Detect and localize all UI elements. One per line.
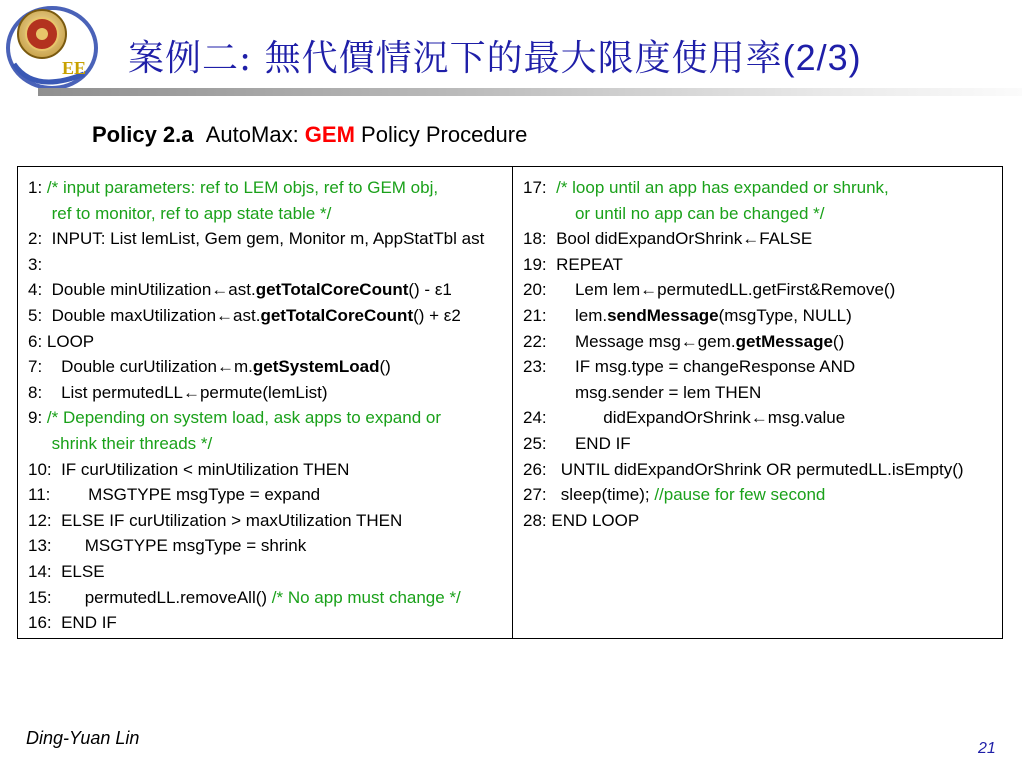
code-line <box>28 405 512 431</box>
code-text: () <box>379 357 391 377</box>
code-line <box>523 482 1002 508</box>
code-method: getTotalCoreCount <box>255 280 409 300</box>
code-line <box>28 175 512 201</box>
slide-title-page-fraction: (2/3) <box>782 37 862 78</box>
subtitle-automax: AutoMax: <box>205 122 305 147</box>
code-line <box>523 380 1002 406</box>
code-text: () <box>832 331 845 351</box>
code-text: 18: Bool didExpandOrShrink←FALSE <box>523 229 813 249</box>
code-text: () - ε1 <box>408 280 452 300</box>
slide-subtitle <box>92 122 527 148</box>
code-text: 17: <box>523 178 557 197</box>
code-table <box>17 166 1003 639</box>
code-text: 10: IF curUtilization < minUtilization THEN <box>28 459 350 479</box>
code-line <box>28 201 512 227</box>
code-comment: shrink their threads */ <box>28 433 213 453</box>
code-line <box>523 405 1002 431</box>
subtitle-procedure: Policy Procedure <box>354 122 528 147</box>
page-number: 21 <box>978 740 996 757</box>
code-line <box>28 585 512 611</box>
code-line <box>523 201 1002 227</box>
code-line <box>523 303 1002 329</box>
code-text: 9: <box>28 408 47 428</box>
code-line <box>28 610 512 636</box>
code-method: sendMessage <box>607 305 719 325</box>
code-line <box>28 277 512 303</box>
code-text: 23: IF msg.type = changeResponse AND <box>523 357 856 377</box>
code-text: 3: <box>28 254 43 274</box>
code-text: msg.sender = lem THEN <box>523 382 762 402</box>
code-text: 26: UNTIL didExpandOrShrink OR permutedLL.isEmpty() <box>523 459 964 479</box>
code-line <box>523 431 1002 457</box>
code-line <box>523 508 1002 534</box>
code-line <box>523 226 1002 252</box>
code-text: (msgType, NULL) <box>718 305 852 325</box>
code-method: getTotalCoreCount <box>260 305 414 325</box>
university-logo <box>4 4 104 90</box>
code-text: 6: LOOP <box>28 331 95 351</box>
subtitle-policy: Policy 2.a <box>92 122 194 147</box>
subtitle-gem: GEM <box>304 122 355 147</box>
code-text: 13: MSGTYPE msgType = shrink <box>28 536 307 556</box>
code-comment: /* input parameters: ref to LEM objs, ref to GEM obj, <box>46 178 439 197</box>
code-text: 21: lem. <box>523 305 608 325</box>
code-text: 8: List permutedLL←permute(lemList) <box>28 382 328 402</box>
code-comment: ref to monitor, ref to app state table */ <box>28 203 332 223</box>
code-text: 16: END IF <box>28 613 117 633</box>
code-line <box>28 303 512 329</box>
code-line <box>523 457 1002 483</box>
code-line <box>28 252 512 278</box>
code-line <box>28 380 512 406</box>
code-method: getSystemLoad <box>252 357 380 377</box>
code-comment: /* No app must change */ <box>271 587 461 607</box>
title-underline <box>38 88 1022 96</box>
code-line <box>28 329 512 355</box>
code-text: 14: ELSE <box>28 561 105 581</box>
svg-text:EE: EE <box>62 58 87 78</box>
code-line <box>28 559 512 585</box>
code-line <box>523 329 1002 355</box>
code-line <box>28 482 512 508</box>
code-text: 12: ELSE IF curUtilization > maxUtilization THEN <box>28 510 403 530</box>
code-text: 27: sleep(time); <box>523 485 655 505</box>
code-text: 22: Message msg←gem. <box>523 331 736 351</box>
code-text: 11: MSGTYPE msgType = expand <box>28 485 321 505</box>
code-text: 2: INPUT: List lemList, Gem gem, Monitor m, AppStatTbl ast <box>28 229 485 249</box>
code-text: 15: permutedLL.removeAll() <box>28 587 272 607</box>
code-text: 25: END IF <box>523 433 631 453</box>
code-line <box>523 252 1002 278</box>
code-comment: //pause for few second <box>654 485 826 505</box>
code-line <box>28 508 512 534</box>
code-method: getMessage <box>735 331 833 351</box>
code-line <box>28 226 512 252</box>
code-line <box>28 354 512 380</box>
code-comment: /* Depending on system load, ask apps to expand or <box>46 408 441 428</box>
code-text: 28: END LOOP <box>523 510 640 530</box>
code-comment: /* loop until an app has expanded or shrunk, <box>556 178 889 197</box>
code-text: 24: didExpandOrShrink←msg.value <box>523 408 846 428</box>
code-text: 1: <box>28 178 47 197</box>
slide-title <box>128 30 862 81</box>
code-text: 5: Double maxUtilization←ast. <box>28 305 261 325</box>
code-column-left <box>18 167 513 638</box>
code-text: 20: Lem lem←permutedLL.getFirst&Remove() <box>523 280 896 300</box>
code-text: 19: REPEAT <box>523 254 623 274</box>
code-line <box>28 533 512 559</box>
code-text: () + ε2 <box>413 305 461 325</box>
footer-author: Ding-Yuan Lin <box>26 728 140 748</box>
code-line <box>28 431 512 457</box>
code-line <box>523 175 1002 201</box>
code-text: 7: Double curUtilization←m. <box>28 357 253 377</box>
code-text: 4: Double minUtilization←ast. <box>28 280 256 300</box>
code-column-right <box>513 167 1002 638</box>
code-comment: or until no app can be changed */ <box>523 203 825 223</box>
slide-title-cjk: 案例二: 無代價情況下的最大限度使用率 <box>128 38 783 79</box>
code-line <box>523 354 1002 380</box>
code-line <box>523 277 1002 303</box>
code-line <box>28 457 512 483</box>
